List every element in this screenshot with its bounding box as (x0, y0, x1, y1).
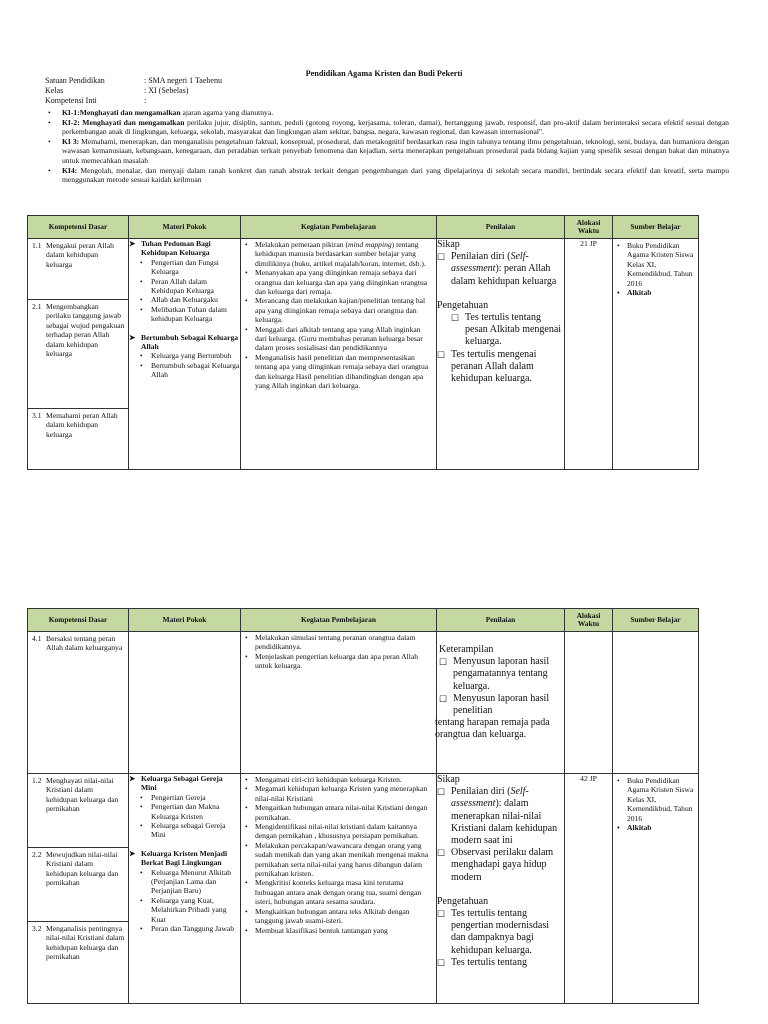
kd-item: 4.1 Bersaksi tentang peran Allah dalam keluarganya (32, 634, 123, 653)
kd-cell (28, 774, 129, 1004)
header-sumber-belajar: Sumber Belajar (613, 216, 699, 239)
ki-1: • KI-1:Menghayati dan mengamalkan ajaran agama yang dianutnya. (45, 108, 729, 118)
penilaian-keterampilan-label: Keterampilan (439, 644, 494, 655)
header-kompetensi-dasar: Kompetensi Dasar (28, 216, 129, 239)
materi-item: • Pengertian Gereja (151, 793, 240, 802)
rpp-table-1 (27, 215, 699, 470)
header-alokasi-waktu: Alokasi Waktu (565, 609, 613, 632)
kd-item: 3.2 Menganalisis pentingnya nilai-nilai Kristiani dalam kehidupan keluarga dan pernikahan (32, 924, 125, 962)
kegiatan-cell (241, 239, 437, 470)
ki-4: • KI4: Mengolah, menalar, dan menyaji dalam ranah konkret dan ranah abstrak terkait dengan pengembangan dari yang dipelajarinya di sekolah secara mandiri, bertindak secara efektif dan kreatif, serta mampu menggunakan metode sesuai kaidah keilmuan (45, 166, 729, 185)
header-kegiatan: Kegiatan Pembelajaran (241, 609, 437, 632)
materi-heading: ➤ Bertumbuh Sebagai Keluarga Allah (129, 332, 239, 352)
meta-satuan: Satuan Pendidikan : SMA negeri 1 Taebenu (45, 76, 222, 85)
penilaian-item-tail: tentang harapan remaja pada orangtua dan keluarga. (435, 717, 550, 741)
kd-item: 2.2 Mewujudkan nilai-nilai Kristiani dalam kehidupan keluarga dan pernikahan (32, 850, 119, 888)
header-alokasi-waktu: Alokasi Waktu (565, 216, 613, 239)
sumber-belajar-cell (613, 239, 699, 470)
penilaian-pengetahuan-label: Pengetahuan (437, 299, 489, 311)
penilaian-pengetahuan-label: Pengetahuan (437, 895, 489, 907)
kd-item: 2.1 Mengembangkan perilaku tanggung jawab sebagai wujud pengakuan terhadap peran Allah dalam kehidupan keluarga (32, 302, 125, 359)
checkbox-icon: ☐ (437, 848, 446, 859)
penilaian-item: ☐ Penilaian diri (Self-assessment): dalam menerapkan nilai-nilai Kristiani dalam kehidupan modern saat ini (437, 786, 558, 847)
materi-item: • Allah dan Keluargaku (151, 295, 240, 304)
materi-pokok-cell (129, 632, 241, 774)
kd-cell (28, 239, 129, 470)
kegiatan-item: • Mengidentifikasi nilai-nilai kristiani dalam kaitannya dengan pernikahan , khususnya persiapan pernikahan. (255, 822, 434, 841)
kegiatan-item: • Mengkaitkan hubungan antara teks Alkitab dengan tanggung jawab suami-isteri. (255, 907, 434, 926)
materi-item: • Pengertian dan Makna Keluarga Kristen (151, 802, 240, 821)
kd-item: 1.1 Mengakui peran Allah dalam kehidupan keluarga (32, 241, 114, 269)
penilaian-sikap-label: Sikap (437, 239, 460, 250)
penilaian-item: ☐ Menyusun laporan hasil pengamatannya tentang keluarga. (439, 656, 550, 692)
sumber-belajar-cell (613, 774, 699, 1004)
header-materi-pokok: Materi Pokok (129, 609, 241, 632)
sumber-item: • Alkitab (627, 823, 696, 832)
checkbox-icon: ☐ (437, 957, 446, 968)
penilaian-item: ☐ Tes tertulis tentang pesan Alkitab mengenai keluarga. (451, 312, 562, 348)
materi-item: • Pengertian dan Fungsi Keluarga (151, 258, 240, 277)
kegiatan-item: • Megamati kehidupan keluarga Kristen yang menerapkan nilai-nilai Kristiani (255, 784, 434, 803)
sumber-item: • Buku Pendidikan Agama Kristen Siswa Kelas XI, Kemendikbud, Tahun 2016 (627, 241, 696, 288)
penilaian-item: ☐ Menyusun laporan hasil penelitian (439, 692, 550, 717)
penilaian-item: ☐ Tes tertulis tentang pengertian modernisdasi dan dampaknya bagi kehidupan keluarga. (437, 908, 550, 956)
penilaian-cell (437, 774, 565, 1004)
rpp-table-2 (27, 608, 699, 1004)
materi-item: • Keluarga sebagai Gereja Mini (151, 821, 240, 840)
kegiatan-item: • Melakukan percakapan/wawancara dengan orang yang sudah menikah dan yang akan menikah mengenai makna pernikahan serta nilai-nilai yang harus dibangun dalam pernikahan kristen. (255, 841, 434, 879)
materi-pokok-cell (129, 239, 241, 470)
materi-heading: ➤ Keluarga Kristen Menjadi Berkat Bagi Lingkungan (129, 848, 228, 868)
ki-2: • KI-2: Menghayati dan mengamalkan perilaku jujur, disiplin, santun, peduli (gotong royong, kerjasama, toleran, damai), bertanggung jawab, responsif, dan pro-aktif dalam berinteraksi secara efektif sesuai dengan perkembangan anak di lingkungan, keluarga, sekolah, masyarakat dan lingkungan alam sekitar, bangsa, negara, kawasan regional, dan kawasan internasional". (45, 118, 729, 137)
kegiatan-item: • Menjelaskan pengertian keluarga dan apa peran Allah untuk keluarga. (255, 652, 434, 671)
penilaian-item: ☐ Tes tertulis tentang (437, 956, 527, 968)
kegiatan-item: • Menganalisis hasil penelitian dan mempresentasikan tentang apa yang diinginkan remaja sebaya dari orangtua dan keluarga Hasil penelitian dibandingkan dengan apa yang Allah inginkan dari keluarga. (255, 353, 434, 391)
penilaian-cell (437, 239, 565, 470)
kompetensi-inti-list (45, 108, 729, 185)
kegiatan-item: • Melakukan simulasi tentang peranan orangtua dalam pendidikannya. (255, 633, 434, 652)
kegiatan-cell (241, 774, 437, 1004)
checkbox-icon: ☐ (437, 909, 446, 920)
materi-item: • Bertumbuh sebagai Keluarga Allah (151, 361, 240, 380)
materi-item: • Peran dan Tanggung Jawab (151, 924, 240, 933)
kegiatan-item: • Mengamati ciri-ciri kehidupan keluarga Kristen. (255, 775, 434, 784)
page-title: Pendidikan Agama Kristen dan Budi Pekerti (305, 69, 463, 78)
kegiatan-cell (241, 632, 437, 774)
kegiatan-item: • Mengaitkan hubungan antara nilai-nilai Kristiani dengan pernikahan. (255, 803, 434, 822)
header-kompetensi-dasar: Kompetensi Dasar (28, 609, 129, 632)
alokasi-waktu: 21 JP (565, 239, 613, 470)
sumber-item: • Alkitab (627, 288, 696, 297)
materi-item: • Keluarga Menurut Alkitab (Perjanjian Lama dan Perjanjian Baru) (151, 868, 240, 896)
meta-kompetensi-inti: Kompetensi Inti : (45, 96, 147, 105)
header-materi-pokok: Materi Pokok (129, 216, 241, 239)
kegiatan-item: • Mengkritisi konteks keluarga masa kini terutama hubuagan antara anak dengan orang tua, suami dengan isteri, hubungan antara sesama saudara. (255, 878, 434, 906)
penilaian-item: ☐ Observasi perilaku dalam menghadapi gaya hidup modern (437, 847, 554, 883)
checkbox-icon: ☐ (437, 252, 446, 263)
alokasi-waktu-empty (565, 632, 613, 774)
checkbox-icon: ☐ (451, 313, 460, 324)
materi-item: • Keluarga yang Bertumbuh (151, 351, 240, 360)
checkbox-icon: ☐ (439, 693, 448, 704)
materi-item: • Melibatkan Tuhan dalam kehidupan Keluarga (151, 305, 240, 324)
checkbox-icon: ☐ (439, 657, 448, 668)
materi-pokok-cell (129, 774, 241, 1004)
penilaian-sikap-label: Sikap (437, 774, 460, 785)
header-sumber-belajar: Sumber Belajar (613, 609, 699, 632)
kegiatan-item: • Merancang dan melakukan kajian/penelitian tentang hal apa yang diinginkan remaja sebaya dari orangtua dan keluarga. (255, 296, 434, 324)
materi-heading: ➤ Tuhan Pedoman Bagi Kehidupan Keluarga (129, 239, 211, 258)
materi-heading: ➤ Keluarga Sebagai Gereja Mini (129, 774, 223, 793)
header-penilaian: Penilaian (437, 609, 565, 632)
ki-3: • KI 3: Memahami, menerapkan, dan menganalisis pengetahuan faktual, konseptual, prosedural, dan metakognitif berdasarkan rasa ingin tahunya tentang ilmu pengetahuan, teknologi, seni, budaya, dan humaniora dengan wawasan kemanusiaan, kebangsaan, kenegaraan, dan peradaban terkait penyebab fenomena dan kejadian, serta menerapkan pengetahuan prosedural pada bidang kajian yang spesifik sesuai dengan bakat dan minatnya untuk memecahkan masalah (45, 137, 729, 166)
header-penilaian: Penilaian (437, 216, 565, 239)
sumber-item: • Buku Pendidikan Agama Kristen Siswa Kelas XI, Kemendikbud, Tahun 2016 (627, 776, 696, 823)
sumber-belajar-empty (613, 632, 699, 774)
checkbox-icon: ☐ (437, 787, 446, 798)
checkbox-icon: ☐ (437, 349, 446, 360)
kegiatan-item: • Menggali dari alkitab tentang apa yang Allah inginkan dari keluarga. (Guru membahas peranan keluarga besar dalam proses sosialisasi dan pendidikannya (255, 325, 434, 353)
penilaian-item: ☐ Tes tertulis mengenai peranan Allah dalam kehidupan keluarga. (437, 348, 537, 385)
alokasi-waktu: 42 JP (565, 774, 613, 1004)
kegiatan-item: • Membuat klasifikasi bentuk tantangan yang (255, 926, 434, 935)
kegiatan-item: • Menanyakan apa yang diinginkan remaja sebaya dari orangtua dan keluarga dan apa yang diinginkan orangtua dan keluarga dari remaja. (255, 268, 434, 296)
materi-item: • Peran Allah dalam Kehidupan Keluarga (151, 277, 240, 296)
kd-cell (28, 632, 129, 774)
materi-item: • Keluarga yang Kuat, Melahirkan Pribadi yang Kuat (151, 896, 240, 924)
meta-kelas: Kelas : XI (Sebelas) (45, 86, 189, 95)
header-kegiatan: Kegiatan Pembelajaran (241, 216, 437, 239)
kegiatan-item: • Melakukan pemetaan pikiran (mind mapping) tentang kehidupan manusia berdasarkan sumber belajar yang dimilikinya (buku, artikel majalah/koran, internet, dsb.). (255, 240, 434, 268)
penilaian-item: ☐ Penilaian diri (Self-assessment): peran Allah dalam kehidupan keluarga (437, 251, 557, 287)
kd-item: 3.1 Memahami peran Allah dalam kehidupan keluarga (32, 411, 118, 439)
kd-item: 1.2 Menghayati nilai-nilai Kristiani dalam kehidupan keluarga dan pernikahan (32, 776, 119, 814)
penilaian-cell (437, 632, 565, 774)
